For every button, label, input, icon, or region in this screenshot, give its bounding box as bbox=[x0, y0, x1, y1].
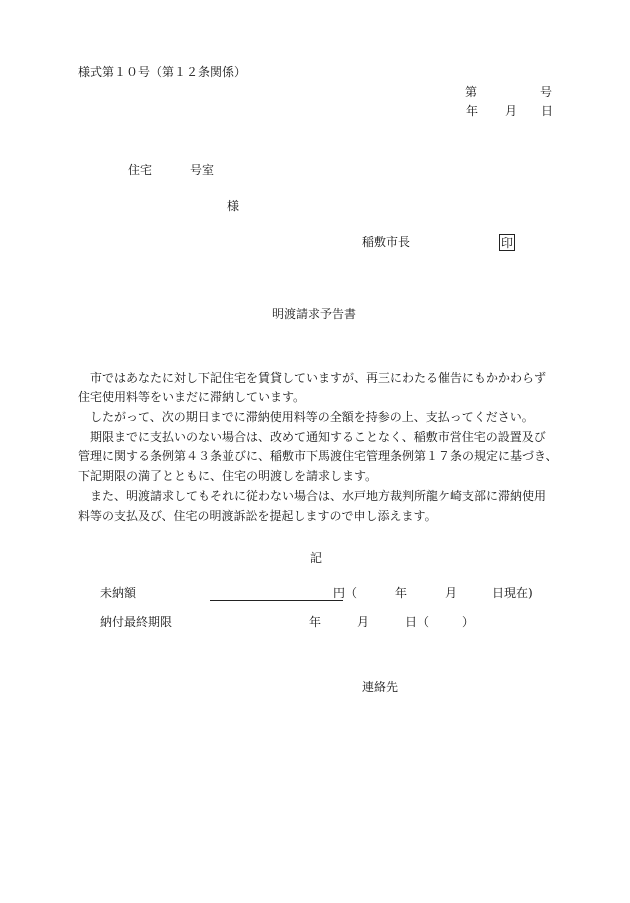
form-number: 様式第１０号（第１２条関係） bbox=[78, 65, 247, 79]
body-line: 期限までに支払いのない場合は、改めて通知することなく、稲敷市営住宅の設置及び bbox=[90, 430, 546, 444]
body-line: 下記期限の満了とともに、住宅の明渡しを請求します。 bbox=[78, 469, 378, 483]
body-line: 市ではあなたに対し下記住宅を賃貸していますが、再三にわたる催告にもかかわらず bbox=[90, 371, 547, 385]
sender-name: 稲敷市長 bbox=[362, 235, 411, 249]
deadline-month: 月 bbox=[357, 615, 370, 629]
recipient-honorific: 様 bbox=[227, 199, 240, 213]
body-line: したがって、次の期日までに滞納使用料等の全額を持参の上、支払ってください。 bbox=[90, 410, 534, 424]
date-year: 年 bbox=[466, 104, 479, 118]
deadline-close-paren: ） bbox=[462, 615, 475, 629]
date-month: 月 bbox=[505, 104, 518, 118]
unpaid-yen: 円（ bbox=[333, 586, 358, 600]
seal-mark: 印 bbox=[501, 236, 514, 250]
body-line: 住宅使用料等をいまだに滞納しています。 bbox=[78, 390, 306, 404]
deadline-year: 年 bbox=[309, 615, 322, 629]
body-line: また、明渡請求してもそれに従わない場合は、水戸地方裁判所龍ケ崎支部に滞納使用 bbox=[90, 489, 547, 503]
unpaid-month: 月 bbox=[445, 586, 458, 600]
contact-label: 連絡先 bbox=[362, 680, 399, 694]
body-line: 管理に関する条例第４３条並びに、稲敷市下馬渡住宅管理条例第１７条の規定に基づき、 bbox=[78, 449, 558, 463]
date-day: 日 bbox=[541, 104, 554, 118]
unpaid-amount-underline bbox=[210, 600, 343, 601]
note-heading: 記 bbox=[310, 551, 323, 565]
unpaid-label: 未納額 bbox=[100, 586, 137, 600]
doc-number-prefix: 第 bbox=[465, 85, 478, 99]
unpaid-year: 年 bbox=[395, 586, 408, 600]
doc-number-suffix: 号 bbox=[540, 85, 553, 99]
document-title: 明渡請求予告書 bbox=[272, 307, 357, 321]
deadline-day: 日（ bbox=[405, 615, 430, 629]
deadline-label: 納付最終期限 bbox=[100, 615, 173, 629]
body-line: 料等の支払及び、住宅の明渡訴訟を提起しますので申し添えます。 bbox=[78, 509, 437, 523]
recipient-housing: 住宅 bbox=[128, 163, 153, 177]
unpaid-day-asof: 日現在) bbox=[492, 586, 533, 600]
recipient-room: 号室 bbox=[190, 163, 215, 177]
